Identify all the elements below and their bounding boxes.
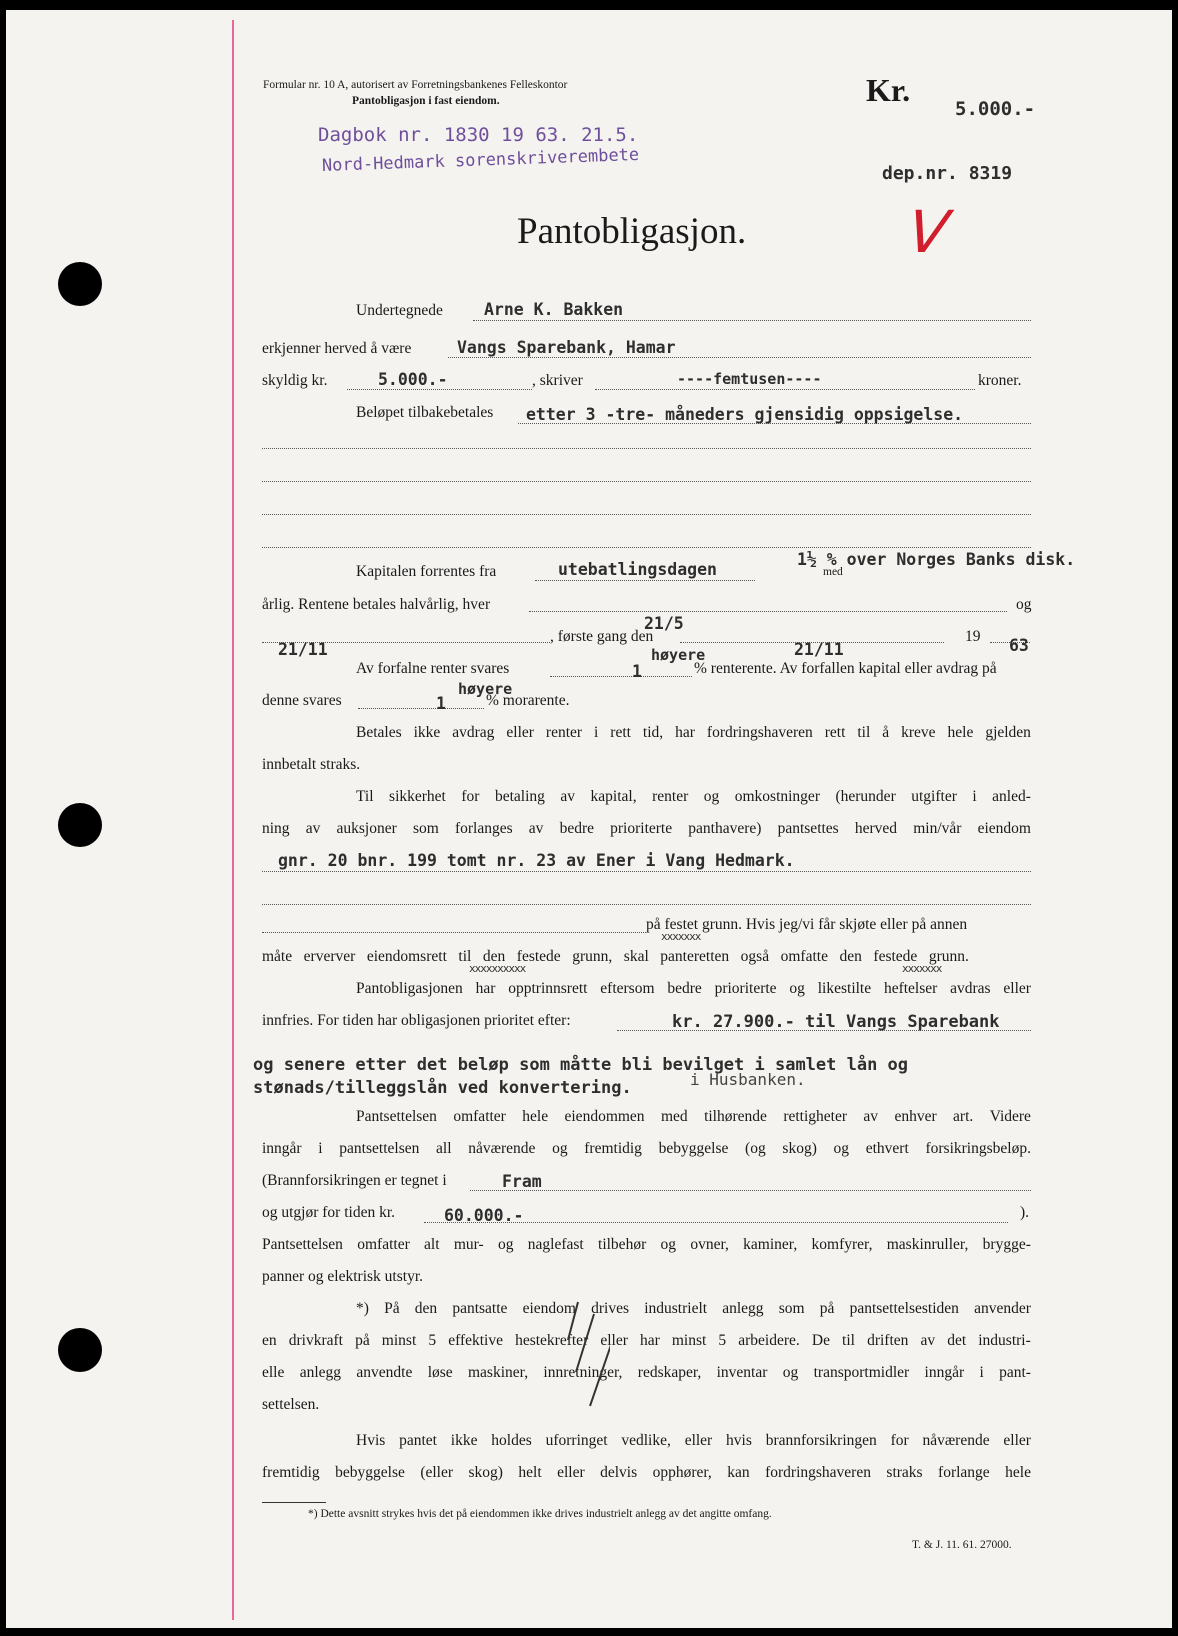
undertegnede-value: Arne K. Bakken xyxy=(484,300,624,319)
fill-line xyxy=(535,580,755,581)
av-forfalne-suffix: % renterente. Av forfallen kapital eller avdrag på xyxy=(694,660,997,677)
fill-line xyxy=(473,320,1031,321)
fill-line xyxy=(470,1190,1031,1191)
footnote: *) Dette avsnitt strykes hvis det på eiendommen ikke drives industrielt anlegg av det angitte omfang. xyxy=(308,1508,772,1520)
fill-line xyxy=(347,389,532,390)
forste-label: , første gang den xyxy=(550,628,654,645)
festet-line-2: måte erverver eiendomsrett til den festede grunn, skal panteretten også omfatte den festede grunn. xyxy=(262,948,969,965)
rate-value: 1½ % over Norges Banks disk. xyxy=(797,550,1076,569)
industri-line-3: elle anlegg anvendte løse maskiner, innretninger, redskaper, inventar og transportmidler inngår i pant- xyxy=(262,1364,1031,1381)
betales-line-1: Betales ikke avdrag eller renter i rett tid, har fordringshaveren rett til å kreve hele gjelden xyxy=(356,724,1031,741)
av-forfalne-label: Av forfalne renter svares xyxy=(356,660,510,677)
vedlike-line-1: Hvis pantet ikke holdes uforringet vedlike, eller hvis brannforsikringen for nåværende eller xyxy=(356,1432,1031,1449)
festet-line-1: på festet grunn. Hvis jeg/vi får skjøte eller på annen xyxy=(646,916,968,933)
industri-line-1: *) På den pantsatte eiendom drives industrielt anlegg som på pantsettelsestiden anvender xyxy=(356,1300,1031,1317)
utgjor-value: 60.000.- xyxy=(444,1206,524,1225)
opptrinn-line-1: Pantobligasjonen har opptrinnsrett eftersom bedre prioriterte og likestilte heftelser avdras eller xyxy=(356,980,1031,997)
footnote-rule xyxy=(262,1502,326,1503)
prioritet-line-2: og senere etter det beløp som måtte bli bevilget i samlet lån og xyxy=(253,1055,909,1075)
industri-line-4: settelsen. xyxy=(262,1396,320,1413)
erkjenner-value: Vangs Sparebank, Hamar xyxy=(457,338,676,357)
fill-line xyxy=(262,871,1031,872)
fill-line xyxy=(262,481,1031,482)
skyldig-label: skyldig kr. xyxy=(262,372,328,389)
denne-label: denne svares xyxy=(262,692,342,709)
arlig-label: årlig. Rentene betales halvårlig, hver xyxy=(262,596,491,613)
kr-label: Kr. xyxy=(866,72,911,108)
page-title: Pantobligasjon. xyxy=(517,211,747,252)
tilbehor-line-1: Pantsettelsen omfatter alt mur- og naglefast tilbehør og ovner, kaminer, komfyrer, maskinruller, brygge- xyxy=(262,1236,1031,1253)
industri-line-2: en drivkraft på minst 5 effektive hestekrefter eller har minst 5 arbeidere. De til driften av det industri- xyxy=(262,1332,1031,1349)
brann-label: (Brannforsikringen er tegnet i xyxy=(262,1172,447,1189)
sikkerhet-line-2: ning av auksjoner som forlanges av bedre prioriterte panthavere) pantsettes herved min/vår eiendom xyxy=(262,820,1031,837)
omfatter-line-2: inngår i pantsettelsen all nåværende og fremtidig bebyggelse (og skog) og ethvert forsikringsbeløp. xyxy=(262,1140,1031,1157)
denne-suffix: % morarente. xyxy=(486,692,570,709)
fill-line xyxy=(595,389,975,390)
dep-nr: dep.nr. 8319 xyxy=(882,163,1013,184)
undertegnede-label: Undertegnede xyxy=(356,302,443,319)
sikkerhet-line-1: Til sikkerhet for betaling av kapital, renter og omkostninger (herunder utgifter i anled- xyxy=(356,788,1031,805)
av-forfalne-value: 1 xyxy=(632,662,642,681)
opptrinn-line-2: innfries. For tiden har obligasjonen prioritet efter: xyxy=(262,1012,571,1029)
hoyere-1: høyere xyxy=(651,646,706,664)
omfatter-line-1: Pantsettelsen omfatter hele eiendommen med tilhørende rettigheter av enhver art. Videre xyxy=(356,1108,1031,1125)
tilbehor-line-2: panner og elektrisk utstyr. xyxy=(262,1268,423,1285)
fill-line xyxy=(262,448,1031,449)
date-two: 21/11 xyxy=(794,640,844,659)
printer-mark: T. & J. 11. 61. 27000. xyxy=(912,1539,1012,1551)
punch-hole xyxy=(58,803,102,847)
husbanken-note: i Husbanken. xyxy=(690,1070,806,1089)
skriver-value: ----femtusen---- xyxy=(677,370,822,388)
prioritet-line-3: stønads/tilleggslån ved konvertering. xyxy=(253,1078,632,1098)
utgjor-label: og utgjør for tiden kr. xyxy=(262,1204,396,1221)
utgjor-end: ). xyxy=(1020,1204,1030,1221)
denne-value: 1 xyxy=(436,694,446,713)
belopet-label: Beløpet tilbakebetales xyxy=(356,404,494,421)
fill-line xyxy=(262,932,646,933)
og-label: og xyxy=(1016,596,1032,613)
skriver-label: , skriver xyxy=(532,372,583,389)
fill-line xyxy=(262,547,1031,548)
form-subtitle: Pantobligasjon i fast eiendom. xyxy=(352,95,500,107)
fill-line xyxy=(262,904,1031,905)
property-value: gnr. 20 bnr. 199 tomt nr. 23 av Ener i Vang Hedmark. xyxy=(278,851,795,870)
office-stamp: Nord-Hedmark sorenskriverembete xyxy=(321,144,640,176)
erkjenner-label: erkjenner herved å være xyxy=(262,340,412,357)
red-check-mark: V xyxy=(896,198,959,266)
belopet-value: etter 3 -tre- måneders gjensidig oppsigelse. xyxy=(526,405,964,424)
year-value: 63 xyxy=(1009,636,1029,655)
fill-line xyxy=(358,708,484,709)
punch-hole xyxy=(58,262,102,306)
strike-marks: xxxxxxx xyxy=(902,962,942,975)
prioritet-value: kr. 27.900.- til Vangs Sparebank xyxy=(672,1012,1000,1032)
betales-line-2: innbetalt straks. xyxy=(262,756,361,773)
vedlike-line-2: fremtidig bebyggelse (eller skog) helt eller delvis opphører, kan fordringshaveren straks forlange hele xyxy=(262,1464,1031,1481)
brann-value: Fram xyxy=(502,1172,542,1191)
fill-line xyxy=(550,676,692,677)
date-one: 21/11 xyxy=(278,640,328,659)
dagbok-stamp: Dagbok nr. 1830 19 63. 21.5. xyxy=(318,124,639,146)
kroner-label: kroner. xyxy=(978,372,1022,389)
margin-line xyxy=(232,20,234,1620)
form-line: Formular nr. 10 A, autorisert av Forretningsbankenes Felleskontor xyxy=(263,79,568,91)
strike-marks: xxxxxxxxxx xyxy=(469,962,526,975)
hoyere-2: høyere xyxy=(458,680,513,698)
kapitalen-value: utebatlingsdagen xyxy=(558,560,717,579)
forste-date: 21/5 xyxy=(644,614,684,633)
year-prefix: 19 xyxy=(965,628,981,645)
fill-line xyxy=(262,514,1031,515)
kapitalen-label: Kapitalen forrentes fra xyxy=(356,563,497,580)
strike-marks: xxxxxxx xyxy=(661,930,701,943)
fill-line xyxy=(529,611,1007,612)
fill-line xyxy=(448,357,1031,358)
skyldig-value: 5.000.- xyxy=(378,370,448,389)
kr-amount: 5.000.- xyxy=(955,98,1036,120)
med-label: med xyxy=(823,566,843,578)
strike-slash xyxy=(520,1300,610,1410)
punch-hole xyxy=(58,1328,102,1372)
